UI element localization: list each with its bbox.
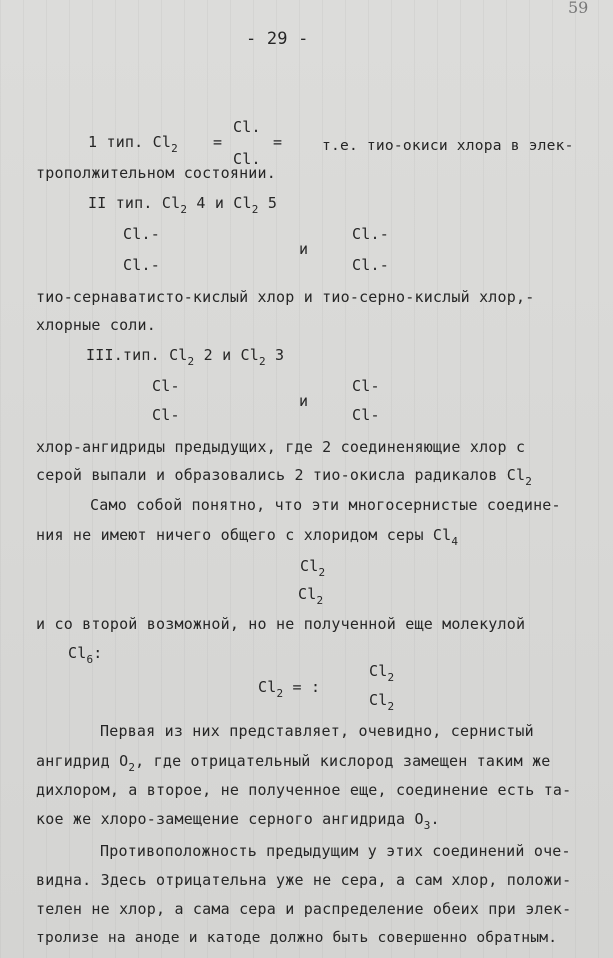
formula3-left-bottom: Cl-	[152, 406, 180, 424]
formula4-top	[300, 557, 325, 582]
mol-cl-text: Cl	[68, 644, 87, 662]
para3-o-sub: 2	[128, 761, 136, 774]
formula5-eq: = :	[292, 678, 321, 696]
para4-line-1: Противоположность предыдущим у этих соединений оче-	[100, 842, 571, 860]
para4-line-3: телен не хлор, а сама сера и распределение обеих при элек-	[36, 900, 572, 918]
formula5-top-sub: 2	[387, 671, 395, 684]
formula5-top	[369, 662, 394, 687]
formula2-and: и	[299, 240, 309, 258]
type3-line	[86, 346, 284, 371]
type3-c: 3	[265, 346, 285, 364]
corner-mark: 59	[568, 0, 589, 17]
formula3-left-top: Cl-	[152, 377, 180, 395]
formula4-top-sub: 2	[318, 566, 326, 579]
formula2-right-top: Cl.-	[352, 225, 389, 243]
page-number: - 29 -	[246, 29, 309, 49]
type2-a-sub: 2	[180, 203, 188, 216]
type1-top: Cl.	[233, 118, 261, 136]
type1-eq: =	[213, 133, 223, 151]
formula3-right-top: Cl-	[352, 377, 380, 395]
mol-colon: :	[93, 644, 103, 662]
para3-line-1: Первая из них представляет, очевидно, сернистый	[100, 722, 534, 740]
para4-line-4: тролизе на аноде и катоде должно быть совершенно обратным.	[36, 929, 558, 946]
type1-text: т.е. тио-окиси хлора в элек-	[322, 137, 574, 154]
formula5-top-text: Cl	[369, 662, 388, 680]
type1-lead-sub: 2	[171, 142, 178, 155]
formula4-bottom-text: Cl	[298, 585, 317, 603]
type2-c: 5	[258, 194, 278, 212]
line-tio: тио-сернаватисто-кислый хлор и тио-серно-кислый хлор,-	[36, 288, 535, 306]
type3-a: III.тип. Cl	[86, 346, 188, 364]
line-2: трополжительном состоянии.	[36, 164, 276, 182]
type1-bottom: Cl.	[233, 150, 261, 168]
formula2-right-bottom: Cl.-	[352, 256, 389, 274]
para3-line-3: дихлором, а второе, не полученное еще, соединение есть та-	[36, 781, 572, 799]
formula5-bottom	[369, 691, 394, 716]
formula5-left	[258, 678, 320, 703]
para3-dot: .	[430, 810, 440, 828]
formula5-bottom-text: Cl	[369, 691, 388, 709]
type1-lead	[88, 133, 178, 158]
para3-o: ангидрид O	[36, 752, 129, 770]
type3-a-sub: 2	[187, 355, 195, 368]
type2-b: 4 и Cl	[187, 194, 252, 212]
formula3-and: и	[299, 392, 309, 410]
line-salts: хлорные соли.	[36, 316, 156, 334]
para1-line-2	[36, 466, 532, 491]
mol-cl	[68, 644, 103, 669]
type3-b: 2 и Cl	[194, 346, 259, 364]
para3-line-2-rest: , где отрицательный кислород замещен таким же	[135, 752, 551, 770]
para1-line-2-text: серой выпали и образовались 2 тио-окисла радикалов Cl	[36, 466, 526, 484]
formula5-left-text: Cl	[258, 678, 277, 696]
para4-line-2: видна. Здесь отрицательна уже не сера, а сам хлор, положи-	[36, 871, 572, 889]
line-mol: и со второй возможной, но не полученной еще молекулой	[36, 615, 526, 633]
formula4-top-text: Cl	[300, 557, 319, 575]
formula3-right-bottom: Cl-	[352, 406, 380, 424]
type1-eq2: =	[273, 133, 283, 151]
para3-line-4-text: кое же хлоро-замещение серного ангидрида O	[36, 810, 424, 828]
formula5-left-sub: 2	[276, 687, 284, 700]
formula2-left-bottom: Cl.-	[123, 256, 160, 274]
type1-lead-text: 1 тип. Cl	[88, 133, 172, 151]
type2-b-sub: 2	[251, 203, 259, 216]
para2-line-2-text: ния не имеют ничего общего с хлоридом серы Cl	[36, 526, 452, 544]
para3-line-2	[36, 752, 551, 777]
para1-sub: 2	[525, 475, 533, 488]
formula4-bottom	[298, 585, 323, 610]
formula2-left-top: Cl.-	[123, 225, 160, 243]
formula5-bottom-sub: 2	[387, 700, 395, 713]
type3-b-sub: 2	[259, 355, 266, 368]
para3-o3-sub: 3	[423, 819, 431, 832]
type2-line	[88, 194, 277, 219]
para2-line-2	[36, 526, 458, 551]
para1-line-1: хлор-ангидриды предыдущих, где 2 соединеняющие хлор с	[36, 438, 526, 456]
para3-line-4	[36, 810, 440, 835]
para2-sub: 4	[451, 535, 459, 548]
formula4-bottom-sub: 2	[316, 594, 324, 607]
para2-line-1: Само собой понятно, что эти многосернистые соедине-	[90, 496, 561, 514]
mol-cl-sub: 6	[86, 653, 94, 666]
type2-a: II тип. Cl	[88, 194, 181, 212]
